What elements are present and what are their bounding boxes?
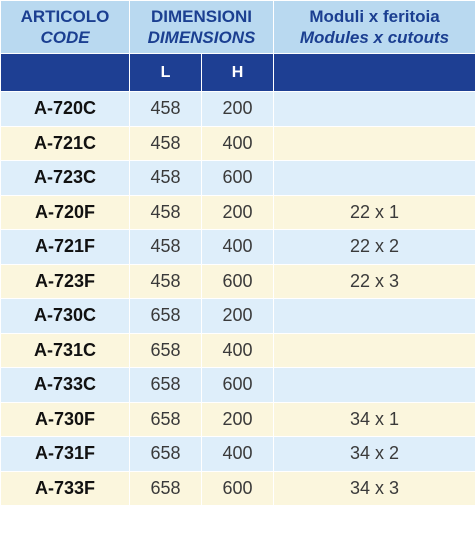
cell-l: 458 bbox=[130, 195, 202, 230]
cell-modules bbox=[274, 368, 475, 403]
subheader-empty-code bbox=[1, 54, 130, 92]
cell-h: 200 bbox=[202, 195, 274, 230]
cell-modules bbox=[274, 126, 475, 161]
header-dimensions bbox=[130, 1, 274, 54]
header-dim-en: DIMENSIONS bbox=[147, 28, 256, 47]
cell-code: A-731F bbox=[1, 437, 130, 472]
table-row bbox=[1, 437, 475, 472]
table-row bbox=[1, 471, 475, 506]
cell-l: 458 bbox=[130, 230, 202, 265]
cell-modules: 22 x 3 bbox=[274, 264, 475, 299]
table-header-row bbox=[1, 1, 475, 54]
cell-l: 458 bbox=[130, 161, 202, 196]
header-mod-it: Moduli x feritoia bbox=[309, 7, 440, 26]
table-row bbox=[1, 264, 475, 299]
cell-modules bbox=[274, 333, 475, 368]
cell-modules: 34 x 2 bbox=[274, 437, 475, 472]
header-code bbox=[1, 1, 130, 54]
cell-modules bbox=[274, 92, 475, 127]
cell-h: 400 bbox=[202, 437, 274, 472]
header-code-en: CODE bbox=[40, 28, 90, 47]
cell-h: 200 bbox=[202, 92, 274, 127]
table-row bbox=[1, 92, 475, 127]
table-row bbox=[1, 299, 475, 334]
table-row bbox=[1, 333, 475, 368]
cell-l: 658 bbox=[130, 402, 202, 437]
cell-h: 400 bbox=[202, 126, 274, 161]
cell-code: A-720F bbox=[1, 195, 130, 230]
table-row bbox=[1, 126, 475, 161]
cell-l: 458 bbox=[130, 92, 202, 127]
cell-h: 200 bbox=[202, 299, 274, 334]
cell-h: 200 bbox=[202, 402, 274, 437]
cell-h: 400 bbox=[202, 333, 274, 368]
cell-code: A-731C bbox=[1, 333, 130, 368]
cell-code: A-733F bbox=[1, 471, 130, 506]
cell-modules: 22 x 1 bbox=[274, 195, 475, 230]
header-dim-it: DIMENSIONI bbox=[150, 7, 253, 26]
subheader-empty-modules bbox=[274, 54, 475, 92]
table-subheader-row bbox=[1, 54, 475, 92]
subheader-l: L bbox=[130, 54, 202, 92]
cell-code: A-730F bbox=[1, 402, 130, 437]
cell-code: A-721F bbox=[1, 230, 130, 265]
cell-code: A-730C bbox=[1, 299, 130, 334]
header-mod-en: Modules x cutouts bbox=[299, 28, 450, 47]
cell-code: A-733C bbox=[1, 368, 130, 403]
cell-modules bbox=[274, 299, 475, 334]
cell-h: 600 bbox=[202, 264, 274, 299]
header-code-it: ARTICOLO bbox=[20, 7, 110, 26]
cell-l: 658 bbox=[130, 299, 202, 334]
cell-code: A-720C bbox=[1, 92, 130, 127]
header-modules bbox=[274, 1, 475, 54]
cell-modules: 34 x 3 bbox=[274, 471, 475, 506]
table-row bbox=[1, 402, 475, 437]
cell-h: 600 bbox=[202, 471, 274, 506]
cell-l: 658 bbox=[130, 471, 202, 506]
cell-code: A-723F bbox=[1, 264, 130, 299]
table-row bbox=[1, 195, 475, 230]
cell-modules bbox=[274, 161, 475, 196]
table-row bbox=[1, 161, 475, 196]
cell-modules: 22 x 2 bbox=[274, 230, 475, 265]
table-body bbox=[1, 92, 475, 506]
cell-l: 458 bbox=[130, 264, 202, 299]
cell-code: A-723C bbox=[1, 161, 130, 196]
cell-code: A-721C bbox=[1, 126, 130, 161]
cell-l: 658 bbox=[130, 333, 202, 368]
cell-l: 658 bbox=[130, 437, 202, 472]
cell-h: 400 bbox=[202, 230, 274, 265]
cell-h: 600 bbox=[202, 368, 274, 403]
table-row bbox=[1, 368, 475, 403]
table-row bbox=[1, 230, 475, 265]
subheader-h: H bbox=[202, 54, 274, 92]
cell-l: 658 bbox=[130, 368, 202, 403]
cell-l: 458 bbox=[130, 126, 202, 161]
cell-modules: 34 x 1 bbox=[274, 402, 475, 437]
cell-h: 600 bbox=[202, 161, 274, 196]
